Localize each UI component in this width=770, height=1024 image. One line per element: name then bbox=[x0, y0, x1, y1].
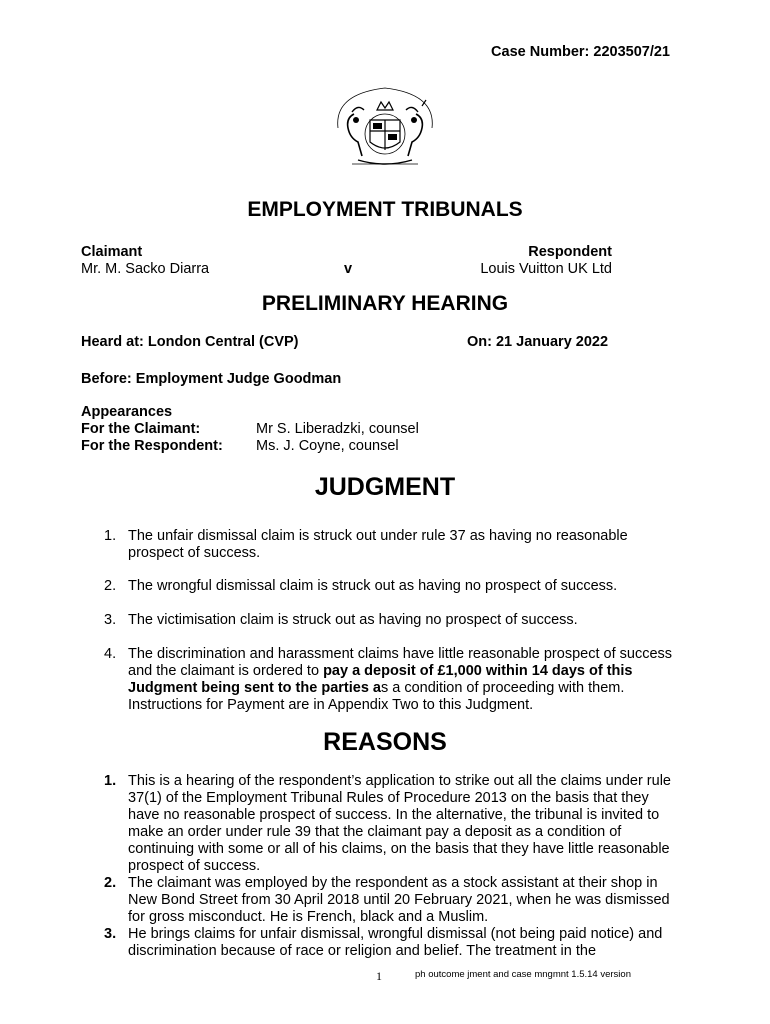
judgment-item-text: The victimisation claim is struck out as having no prospect of success. bbox=[128, 612, 578, 628]
respondent-name: Louis Vuitton UK Ltd bbox=[480, 261, 612, 277]
case-number: Case Number: 2203507/21 bbox=[491, 44, 670, 60]
reasons-item-text: He brings claims for unfair dismissal, wrongful dismissal (not being paid notice) and discrimination because of race or religion and belief. The treatment in the bbox=[128, 926, 663, 959]
reasons-item-number: 3. bbox=[104, 926, 117, 942]
page-title: EMPLOYMENT TRIBUNALS bbox=[247, 198, 523, 221]
before-judge: Before: Employment Judge Goodman bbox=[81, 371, 342, 387]
heard-at: Heard at: London Central (CVP) bbox=[81, 334, 299, 350]
versus-label: v bbox=[344, 261, 353, 277]
hearing-type-heading: PRELIMINARY HEARING bbox=[261, 292, 509, 315]
footer-version-note: ph outcome jment and case mngmnt 1.5.14 version bbox=[415, 969, 631, 980]
judgment-item bbox=[104, 646, 684, 714]
for-claimant-label: For the Claimant: bbox=[81, 421, 201, 437]
judgment-item-number: 4. bbox=[104, 646, 117, 662]
respondent-label: Respondent bbox=[528, 244, 612, 260]
page-number: 1 bbox=[376, 969, 382, 983]
reasons-item bbox=[104, 926, 684, 960]
judgment-item-number: 1. bbox=[104, 528, 117, 544]
appearances-label: Appearances bbox=[81, 404, 173, 420]
reasons-item-text: The claimant was employed by the respondent as a stock assistant at their shop in New Bond Street from 30 April 2018 until 20 February 2021, when he was dismissed for gross misconduct. He is French, black and a Muslim. bbox=[128, 875, 670, 925]
for-respondent-value: Ms. J. Coyne, counsel bbox=[256, 438, 399, 454]
judgment-item bbox=[104, 612, 684, 629]
judgment-item bbox=[104, 528, 684, 562]
reasons-item bbox=[104, 773, 684, 875]
for-claimant-value: Mr S. Liberadzki, counsel bbox=[256, 421, 419, 437]
judgment-item bbox=[104, 578, 684, 595]
for-respondent-label: For the Respondent: bbox=[81, 438, 223, 454]
deposit-text-before: The discrimination and harassment claims have little reasonable prospect of success and the claimant is ordered to bbox=[128, 646, 673, 679]
reasons-item-text: This is a hearing of the respondent’s application to strike out all the claims under rule 37(1) of the Employment Tribunal Rules of Procedure 2013 on the basis that they have no reasonable prospect of success. In the alternative, the tribunal is invited to make an order under rule 39 that the claimant pay a deposit as a condition of continuing with some or all of his claims, on the basis that they have little reasonable prospect of success. bbox=[128, 773, 671, 874]
reasons-item bbox=[104, 875, 684, 926]
judgment-heading: JUDGMENT bbox=[314, 473, 456, 501]
judgment-item-number: 3. bbox=[104, 612, 117, 628]
reasons-heading: REASONS bbox=[323, 728, 447, 756]
hearing-date: On: 21 January 2022 bbox=[467, 334, 609, 350]
judgment-item-text: The unfair dismissal claim is struck out under rule 37 as having no reasonable prospect of success. bbox=[128, 528, 628, 561]
royal-coat-of-arms-icon bbox=[330, 84, 440, 172]
deposit-text-after: s a condition of proceeding with them. Instructions for Payment are in Appendix Two to this Judgment. bbox=[128, 680, 625, 713]
reasons-item-number: 2. bbox=[104, 875, 117, 891]
judgment-item-number: 2. bbox=[104, 578, 117, 594]
deposit-order-text: pay a deposit of £1,000 within 14 days of this Judgment being sent to the parties a bbox=[128, 663, 633, 696]
judgment-item-text: The wrongful dismissal claim is struck out as having no prospect of success. bbox=[128, 578, 618, 594]
judgment-item-text bbox=[128, 646, 684, 714]
claimant-label: Claimant bbox=[81, 244, 143, 260]
claimant-name: Mr. M. Sacko Diarra bbox=[81, 261, 210, 277]
reasons-item-number: 1. bbox=[104, 773, 117, 789]
